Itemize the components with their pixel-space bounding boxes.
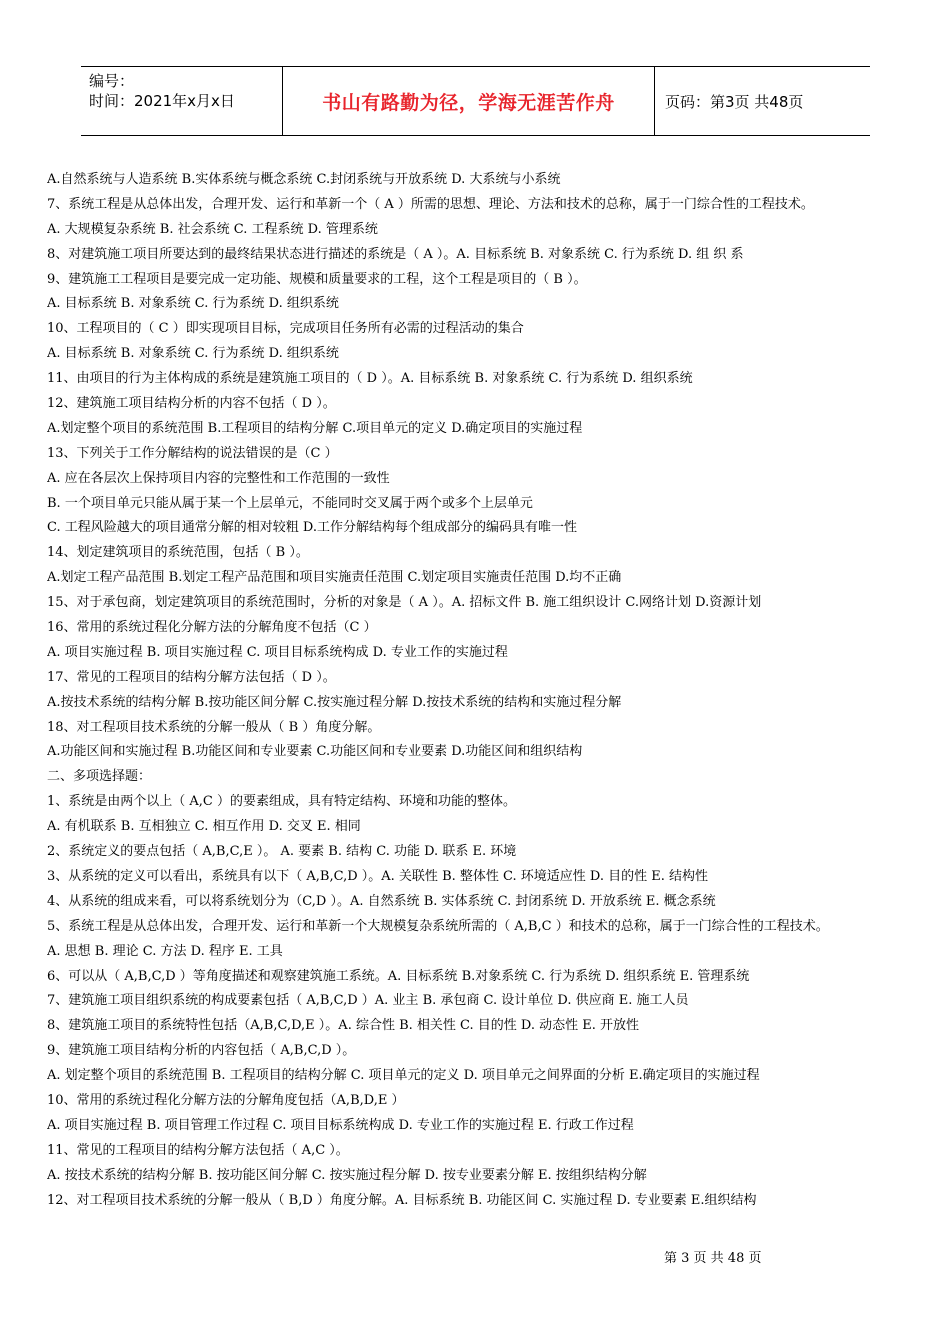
text-line: A. 项目实施过程 B. 项目管理工作过程 C. 项目目标系统构成 D. 专业工作的实施过程 E. 行政工作过程 — [47, 1117, 634, 1133]
text-line: 5、系统工程是从总体出发，合理开发、运行和革新一个大规模复杂系统所需的（ A,B,C ）和技术的总称，属于一门综合性的工程技术。 — [47, 918, 829, 934]
text-line: A. 大规模复杂系统 B. 社会系统 C. 工程系统 D. 管理系统 — [47, 221, 378, 237]
text-line: 二、多项选择题： — [47, 769, 152, 785]
text-line: 7、建筑施工项目组织系统的构成要素包括（ A,B,C,D ）A. 业主 B. 承包商 C. 设计单位 D. 供应商 E. 施工人员 — [47, 993, 689, 1009]
text-line: 12、建筑施工项目结构分析的内容不包括（ D ）。 — [47, 396, 336, 412]
text-line: A. 目标系统 B. 对象系统 C. 行为系统 D. 组织系统 — [47, 346, 339, 362]
text-line: C. 工程风险越大的项目通常分解的相对较粗 D.工作分解结构每个组成部分的编码具有唯一性 — [47, 520, 577, 536]
page-footer: 第 3 页 共 48 页 — [664, 1251, 762, 1266]
text-line: 9、建筑施工工程项目是要完成一定功能、规模和质量要求的工程，这个工程是项目的（ B ）。 — [47, 271, 587, 287]
text-line: A. 项目实施过程 B. 项目实施过程 C. 项目目标系统构成 D. 专业工作的实施过程 — [47, 644, 508, 660]
text-line: 8、对建筑施工项目所要达到的最终结果状态进行描述的系统是（ A ）。A. 目标系统 B. 对象系统 C. 行为系统 D. 组 织 系 — [47, 246, 744, 262]
text-line: 13、下列关于工作分解结构的说法错误的是（C ） — [47, 445, 338, 461]
text-line: 7、系统工程是从总体出发，合理开发、运行和革新一个（ A ）所需的思想、理论、方法和技术的总称，属于一门综合性的工程技术。 — [47, 196, 814, 212]
text-line: 3、从系统的定义可以看出，系统具有以下（ A,B,C,D ）。A. 关联性 B. 整体性 C. 环境适应性 D. 目的性 E. 结构性 — [47, 868, 709, 884]
text-line: 10、工程项目的（ C ）即实现项目目标，完成项目任务所有必需的过程活动的集合 — [47, 321, 524, 337]
text-line: 4、从系统的组成来看，可以将系统划分为（C,D ）。A. 自然系统 B. 实体系统 C. 封闭系统 D. 开放系统 E. 概念系统 — [47, 893, 716, 909]
text-line: 2、系统定义的要点包括（ A,B,C,E ）。 A. 要素 B. 结构 C. 功能 D. 联系 E. 环境 — [47, 844, 517, 860]
text-line: 12、对工程项目技术系统的分解一般从（ B,D ）角度分解。A. 目标系统 B. 功能区间 C. 实施过程 D. 专业要素 E.组织结构 — [47, 1192, 757, 1208]
text-line: 9、建筑施工项目结构分析的内容包括（ A,B,C,D ）。 — [47, 1043, 356, 1059]
text-line: B. 一个项目单元只能从属于某一个上层单元，不能同时交叉属于两个或多个上层单元 — [47, 495, 533, 511]
text-line: 1、系统是由两个以上（ A,C ）的要素组成，具有特定结构、环境和功能的整体。 — [47, 794, 517, 810]
header-meta — [81, 67, 283, 135]
text-line: A. 目标系统 B. 对象系统 C. 行为系统 D. 组织系统 — [47, 296, 339, 312]
text-line: A.按技术系统的结构分解 B.按功能区间分解 C.按实施过程分解 D.按技术系统的结构和实施过程分解 — [47, 694, 622, 710]
document-number-label: 编号： — [89, 72, 135, 90]
text-line: 17、常见的工程项目的结构分解方法包括（ D ）。 — [47, 669, 336, 685]
text-line: A.功能区间和实施过程 B.功能区间和专业要素 C.功能区间和专业要素 D.功能区间和组织结构 — [47, 744, 583, 760]
text-line: A. 思想 B. 理论 C. 方法 D. 程序 E. 工具 — [47, 943, 283, 959]
text-line: 10、常用的系统过程化分解方法的分解角度包括（A,B,D,E ） — [47, 1092, 405, 1108]
page-header — [81, 66, 870, 136]
text-line: 11、常见的工程项目的结构分解方法包括（ A,C ）。 — [47, 1142, 349, 1158]
text-line: 14、划定建筑项目的系统范围，包括（ B ）。 — [47, 545, 309, 561]
header-page-info: 页码：第3页 共48页 — [665, 92, 804, 111]
document-time-label: 时间：2021年x月x日 — [89, 92, 235, 110]
text-line: A. 划定整个项目的系统范围 B. 工程项目的结构分解 C. 项目单元的定义 D. 项目单元之间界面的分析 E.确定项目的实施过程 — [47, 1068, 760, 1084]
text-line: A.划定工程产品范围 B.划定工程产品范围和项目实施责任范围 C.划定项目实施责任范围 D.均不正确 — [47, 570, 622, 586]
text-line: A.自然系统与人造系统 B.实体系统与概念系统 C.封闭系统与开放系统 D. 大系统与小系统 — [47, 172, 561, 187]
text-line: A. 应在各层次上保持项目内容的完整性和工作范围的一致性 — [47, 470, 390, 486]
text-line: 11、由项目的行为主体构成的系统是建筑施工项目的（ D ）。A. 目标系统 B. 对象系统 C. 行为系统 D. 组织系统 — [47, 371, 693, 387]
text-line: A.划定整个项目的系统范围 B.工程项目的结构分解 C.项目单元的定义 D.确定项目的实施过程 — [47, 420, 583, 436]
text-line: A. 按技术系统的结构分解 B. 按功能区间分解 C. 按实施过程分解 D. 按专业要素分解 E. 按组织结构分解 — [47, 1167, 647, 1183]
text-line: 16、常用的系统过程化分解方法的分解角度不包括（C ） — [47, 620, 377, 636]
text-line: 8、建筑施工项目的系统特性包括（A,B,C,D,E ）。A. 综合性 B. 相关性 C. 目的性 D. 动态性 E. 开放性 — [47, 1018, 640, 1034]
document-body — [47, 168, 909, 1213]
text-line: 18、对工程项目技术系统的分解一般从（ B ）角度分解。 — [47, 719, 381, 735]
text-line: A. 有机联系 B. 互相独立 C. 相互作用 D. 交叉 E. 相同 — [47, 819, 361, 835]
header-motto: 书山有路勤为径，学海无涯苦作舟 — [283, 67, 655, 135]
text-line: 15、对于承包商，划定建筑项目的系统范围时，分析的对象是（ A ）。A. 招标文件 B. 施工组织设计 C.网络计划 D.资源计划 — [47, 595, 762, 611]
text-line: 6、可以从（ A,B,C,D ）等角度描述和观察建筑施工系统。A. 目标系统 B.对象系统 C. 行为系统 D. 组织系统 E. 管理系统 — [47, 968, 750, 984]
